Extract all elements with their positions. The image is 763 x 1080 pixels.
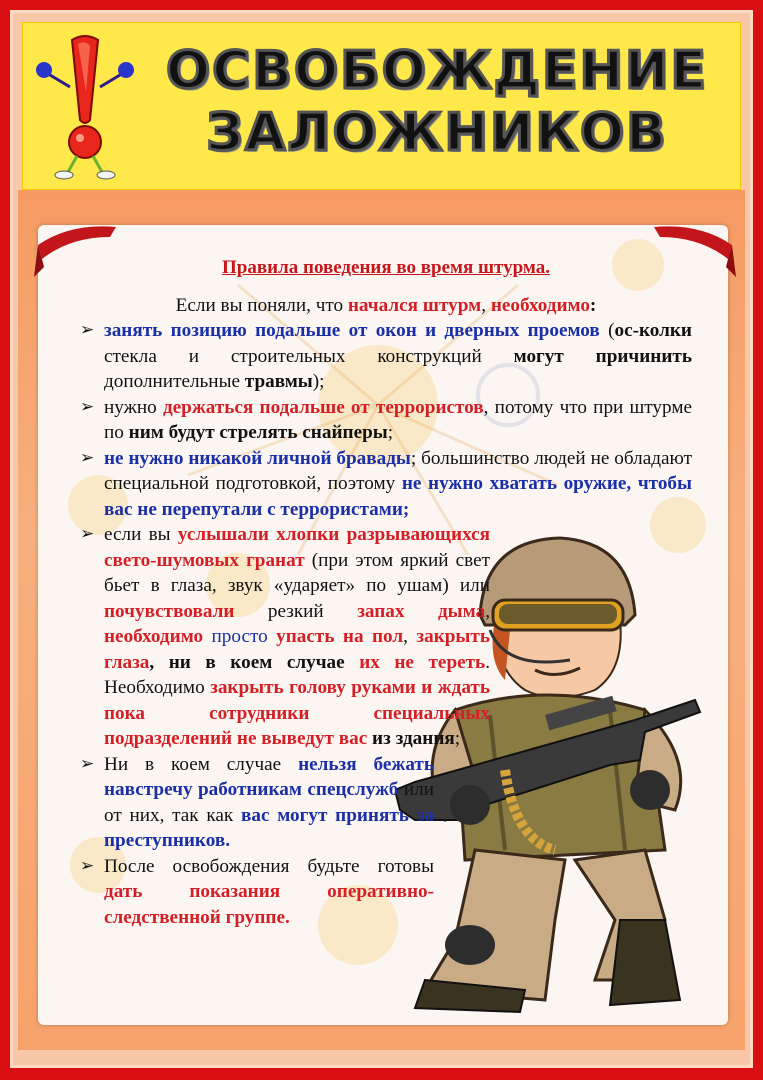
intro-comma: , [481,294,491,316]
rule-item-6 [80,854,434,931]
rule4-part-b: услышали хлопки разрывающихся свето-шумовых гранат [104,524,491,571]
rule3-part-a: не нужно никакой личной бравады [104,447,411,469]
intro-storm-start: начался штурм [347,294,482,316]
rule4-part-q: из здания [367,728,455,749]
arrow-bullet-icon: ➢ [80,447,95,468]
rule2-part-b: держаться подальше от террористов [162,396,484,418]
rule4-part-o: . Необходимо [104,651,490,698]
rules-list [80,318,692,930]
rule4-part-f: запах дыма [357,600,486,622]
rule2-part-d: ним будут стрелять снайперы [128,422,388,443]
rule6-part-b: дать показания оперативно-следственной группе. [104,881,434,928]
rule4-part-n: их не тереть [359,651,486,673]
rule-item-5 [80,752,434,854]
rule1-part-e: могут причинить [513,345,692,367]
rule5-part-a: Ни в коем случае [104,753,299,775]
arrow-bullet-icon: ➢ [80,855,95,876]
arrow-bullet-icon: ➢ [80,320,95,340]
rule4-part-r: ; [454,728,461,749]
rule4-part-k: , [403,626,417,647]
intro-colon: : [589,294,597,316]
rule1-part-g: травмы [244,371,313,392]
rule4-part-j: упасть на пол [276,626,404,647]
rule3-part-c: не нужно хватать оружие, чтобы вас не перепутали с террористами; [104,473,692,520]
rule5-part-c: или от них, так как [104,779,434,826]
rule4-part-d: почувствовали [104,600,235,622]
rule2-part-c: , потому что при штурме по [104,396,692,443]
rule3-part-b: ; большинство людей не обладают специальной подготовкой, поэтому [104,447,692,494]
rule-item-4 [80,522,490,752]
rule4-part-p: закрыть голову руками и ждать пока сотрудники специальных подразделений не выведут вас [104,677,490,749]
rule5-part-b: нельзя бежать навстречу работникам спецслужб [104,753,434,800]
rule2-part-e: ; [387,422,394,443]
rule1-part-c: ос-колки [614,320,692,341]
rules-subtitle: Правила поведения во время штурма. [222,257,550,278]
poster-title [142,40,732,164]
rule-item-2 [80,395,692,446]
rule4-part-e: резкий [234,600,358,622]
rule5-part-d: вас могут принять за преступников. [104,804,434,851]
rule1-part-d: стекла и строительных конструкций [104,345,514,367]
rule1-part-a: занять позицию подальше от окон и дверных проемов [104,320,600,341]
rule4-part-g: , [485,600,490,622]
rules-content [80,255,692,930]
title-line-2: ЗАЛОЖНИКОВ [206,103,668,163]
rule1-part-f: дополнительные [104,371,245,392]
rule4-part-h: необходимо [104,626,204,647]
rule4-part-a: если вы [104,524,178,545]
rule6-part-a: После освобождения будьте готовы [104,855,434,877]
title-line-1: ОСВОБОЖДЕНИЕ [165,41,709,101]
rules-intro [80,293,692,319]
rule4-part-m: , ни в коем случае [149,651,360,673]
arrow-bullet-icon: ➢ [80,524,95,544]
rule4-part-c: (при этом яркий свет бьет в глаза, звук «ударяет» по ушам) или [104,549,491,596]
arrow-bullet-icon: ➢ [80,753,95,774]
exclamation-mascot-icon [30,32,140,182]
rule-item-3 [80,446,692,523]
intro-text-1: Если вы поняли, что [175,294,348,316]
intro-necessary: необходимо [490,294,590,316]
rule4-part-i: просто [203,626,277,647]
rule4-part-l: закрыть глаза [104,626,490,673]
rule1-part-h: ); [312,371,325,392]
arrow-bullet-icon: ➢ [80,396,95,417]
rule2-part-a: нужно [104,396,163,418]
rule-item-1 [80,318,692,395]
rule1-part-b: ( [599,320,615,341]
